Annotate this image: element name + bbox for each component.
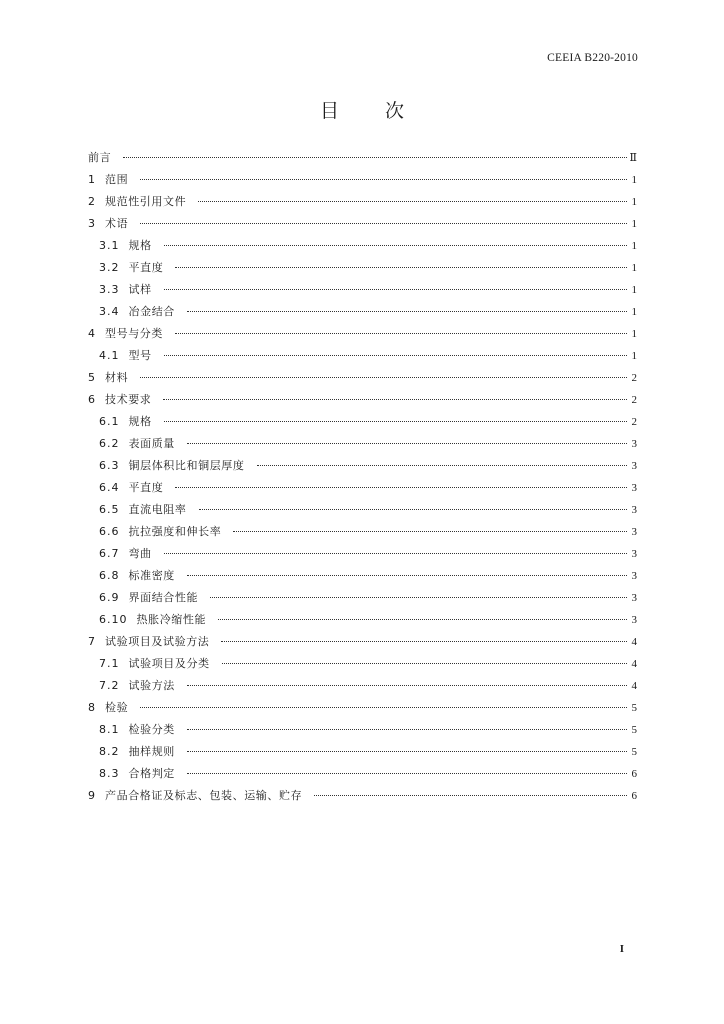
- dot-leader: [175, 267, 627, 268]
- dot-leader: [199, 509, 628, 510]
- toc-entry-number: 8.3: [99, 767, 120, 780]
- toc-entry-page: 3: [631, 482, 637, 494]
- dot-leader: [140, 223, 627, 224]
- toc-entry-number: 6.5: [99, 503, 120, 516]
- toc-entry-page: 1: [631, 196, 637, 208]
- toc-entry-page: 4: [631, 658, 637, 670]
- toc-entry-number: 6.2: [99, 437, 120, 450]
- toc-entry-number: 8.1: [99, 723, 120, 736]
- toc-entry-title: 范围: [105, 173, 129, 186]
- toc-entry[interactable]: [88, 411, 637, 433]
- toc-entry-page: 5: [631, 702, 637, 714]
- dot-leader: [175, 333, 627, 334]
- toc-entry[interactable]: [88, 719, 637, 741]
- toc-entry-number: 4: [88, 327, 96, 340]
- toc-entry[interactable]: [88, 301, 637, 323]
- toc-entry-title: 材料: [105, 371, 129, 384]
- toc-entry-title: 前言: [88, 151, 112, 164]
- toc-entry-number: 6.4: [99, 481, 120, 494]
- toc-entry[interactable]: [88, 763, 637, 785]
- toc-entry-page: 3: [631, 548, 637, 560]
- dot-leader: [164, 421, 627, 422]
- toc-entry[interactable]: [88, 675, 637, 697]
- toc-entry-title: 冶金结合: [128, 305, 175, 318]
- toc-entry[interactable]: [88, 213, 637, 235]
- toc-entry[interactable]: [88, 631, 637, 653]
- toc-entry-title: 规格: [128, 415, 152, 428]
- toc-entry-number: 7: [88, 635, 96, 648]
- toc-entry-page: 1: [631, 350, 637, 362]
- toc-entry-page: 1: [631, 218, 637, 230]
- toc-entry-title: 型号: [128, 349, 152, 362]
- toc-entry-number: 4.1: [99, 349, 120, 362]
- toc-entry-number: 8: [88, 701, 96, 714]
- toc-entry-page: 3: [631, 570, 637, 582]
- document-code: CEEIA B220-2010: [547, 52, 638, 64]
- toc-entry[interactable]: [88, 587, 637, 609]
- toc-entry-page: 1: [631, 284, 637, 296]
- dot-leader: [222, 663, 627, 664]
- toc-entry-page: 3: [631, 614, 637, 626]
- toc-entry-number: 6.8: [99, 569, 120, 582]
- dot-leader: [140, 707, 627, 708]
- dot-leader: [198, 201, 627, 202]
- toc-entry[interactable]: [88, 389, 637, 411]
- dot-leader: [164, 289, 627, 290]
- toc-entry-number: 3.4: [99, 305, 120, 318]
- dot-leader: [187, 773, 627, 774]
- toc-entry[interactable]: [88, 345, 637, 367]
- toc-entry[interactable]: [88, 521, 637, 543]
- toc-entry-number: 3: [88, 217, 96, 230]
- toc-entry-title: 术语: [105, 217, 129, 230]
- toc-entry-page: 6: [631, 768, 637, 780]
- toc-entry-title: 直流电阻率: [128, 503, 187, 516]
- toc-entry-page: 3: [631, 592, 637, 604]
- toc-entry-number: 5: [88, 371, 96, 384]
- dot-leader: [218, 619, 627, 620]
- toc-entry[interactable]: [88, 477, 637, 499]
- toc-entry[interactable]: [88, 169, 637, 191]
- toc-entry-page: 2: [631, 416, 637, 428]
- toc-entry-title: 界面结合性能: [128, 591, 199, 604]
- toc-entry-number: 6: [88, 393, 96, 406]
- toc-entry[interactable]: [88, 323, 637, 345]
- toc-entry-number: 9: [88, 789, 96, 802]
- toc-entry-title: 规范性引用文件: [105, 195, 187, 208]
- toc-entry-page: 1: [631, 328, 637, 340]
- dot-leader: [314, 795, 627, 796]
- toc-entry[interactable]: [88, 499, 637, 521]
- toc-title: 目 次: [319, 100, 425, 122]
- toc-entry-title: 检验分类: [128, 723, 175, 736]
- toc-entry-number: 6.10: [99, 613, 128, 626]
- toc-entry-title: 弯曲: [128, 547, 152, 560]
- dot-leader: [187, 751, 627, 752]
- dot-leader: [164, 245, 627, 246]
- dot-leader: [187, 685, 627, 686]
- toc-entry-title: 试验项目及分类: [128, 657, 210, 670]
- toc-entry-title: 平直度: [128, 481, 164, 494]
- dot-leader: [123, 157, 627, 158]
- toc-entry-page: 3: [631, 438, 637, 450]
- dot-leader: [187, 443, 627, 444]
- toc-entry[interactable]: [88, 455, 637, 477]
- dot-leader: [164, 553, 627, 554]
- toc-entry-title: 试验方法: [128, 679, 175, 692]
- toc-entry-title: 抽样规则: [128, 745, 175, 758]
- page-number: I: [619, 943, 624, 955]
- dot-leader: [140, 377, 627, 378]
- toc-entry-title: 铜层体积比和铜层厚度: [128, 459, 245, 472]
- dot-leader: [187, 575, 627, 576]
- toc-entry-title: 试样: [128, 283, 152, 296]
- toc-entry-title: 试验项目及试验方法: [105, 635, 210, 648]
- toc-entry-page: 3: [631, 460, 637, 472]
- toc-entry-number: 6.6: [99, 525, 120, 538]
- toc-entry-title: 表面质量: [128, 437, 175, 450]
- dot-leader: [187, 729, 627, 730]
- toc-entry-title: 标准密度: [128, 569, 175, 582]
- toc-entry[interactable]: [88, 191, 637, 213]
- dot-leader: [257, 465, 628, 466]
- toc-entry-number: 3.1: [99, 239, 120, 252]
- toc-entry-page: 4: [631, 680, 637, 692]
- dot-leader: [187, 311, 627, 312]
- toc-entry[interactable]: [88, 147, 637, 169]
- toc-entry-page: 1: [631, 262, 637, 274]
- toc-entry-title: 合格判定: [128, 767, 175, 780]
- toc-entry-page: 1: [631, 240, 637, 252]
- toc-entry-page: 1: [631, 306, 637, 318]
- toc-entry-page: 5: [631, 724, 637, 736]
- dot-leader: [163, 399, 627, 400]
- toc-entry-title: 热胀冷缩性能: [136, 613, 207, 626]
- toc-entry-title: 抗拉强度和伸长率: [128, 525, 222, 538]
- dot-leader: [164, 355, 627, 356]
- toc-entry[interactable]: [88, 279, 637, 301]
- toc-entry-number: 8.2: [99, 745, 120, 758]
- toc-entry[interactable]: [88, 367, 637, 389]
- dot-leader: [210, 597, 627, 598]
- toc-entry-page: 6: [631, 790, 637, 802]
- toc-entry-title: 检验: [105, 701, 129, 714]
- toc-entry[interactable]: [88, 697, 637, 719]
- toc-entry-number: 6.7: [99, 547, 120, 560]
- dot-leader: [140, 179, 627, 180]
- toc-entry-number: 1: [88, 173, 96, 186]
- toc-entry-number: 7.2: [99, 679, 120, 692]
- toc-entry-page: 2: [631, 394, 637, 406]
- toc-entry[interactable]: [88, 653, 637, 675]
- toc-entry[interactable]: [88, 609, 637, 631]
- toc-entry-number: 3.2: [99, 261, 120, 274]
- toc-entry-page: Ⅱ: [629, 152, 637, 164]
- toc-entry-page: 1: [631, 174, 637, 186]
- toc-entry-page: 5: [631, 746, 637, 758]
- toc-entry[interactable]: [88, 257, 637, 279]
- toc-entry-number: 3.3: [99, 283, 120, 296]
- toc-entry-page: 4: [631, 636, 637, 648]
- toc-entry-page: 2: [631, 372, 637, 384]
- toc-entry-title: 型号与分类: [105, 327, 163, 340]
- toc-entry-number: 6.9: [99, 591, 120, 604]
- toc-entry[interactable]: [88, 785, 637, 807]
- dot-leader: [175, 487, 627, 488]
- toc-entry-title: 产品合格证及标志、包装、运输、贮存: [105, 789, 303, 802]
- toc-entry-number: 6.1: [99, 415, 120, 428]
- toc-entry[interactable]: [88, 565, 637, 587]
- table-of-contents: [88, 147, 637, 807]
- toc-entry[interactable]: [88, 433, 637, 455]
- toc-entry[interactable]: [88, 741, 637, 763]
- dot-leader: [233, 531, 627, 532]
- toc-entry-number: 7.1: [99, 657, 120, 670]
- toc-entry-number: 2: [88, 195, 96, 208]
- toc-entry-title: 技术要求: [105, 393, 152, 406]
- toc-entry-number: 6.3: [99, 459, 120, 472]
- dot-leader: [221, 641, 627, 642]
- toc-entry-title: 规格: [128, 239, 152, 252]
- toc-entry[interactable]: [88, 543, 637, 565]
- toc-entry[interactable]: [88, 235, 637, 257]
- toc-entry-page: 3: [631, 526, 637, 538]
- toc-entry-page: 3: [631, 504, 637, 516]
- toc-entry-title: 平直度: [128, 261, 164, 274]
